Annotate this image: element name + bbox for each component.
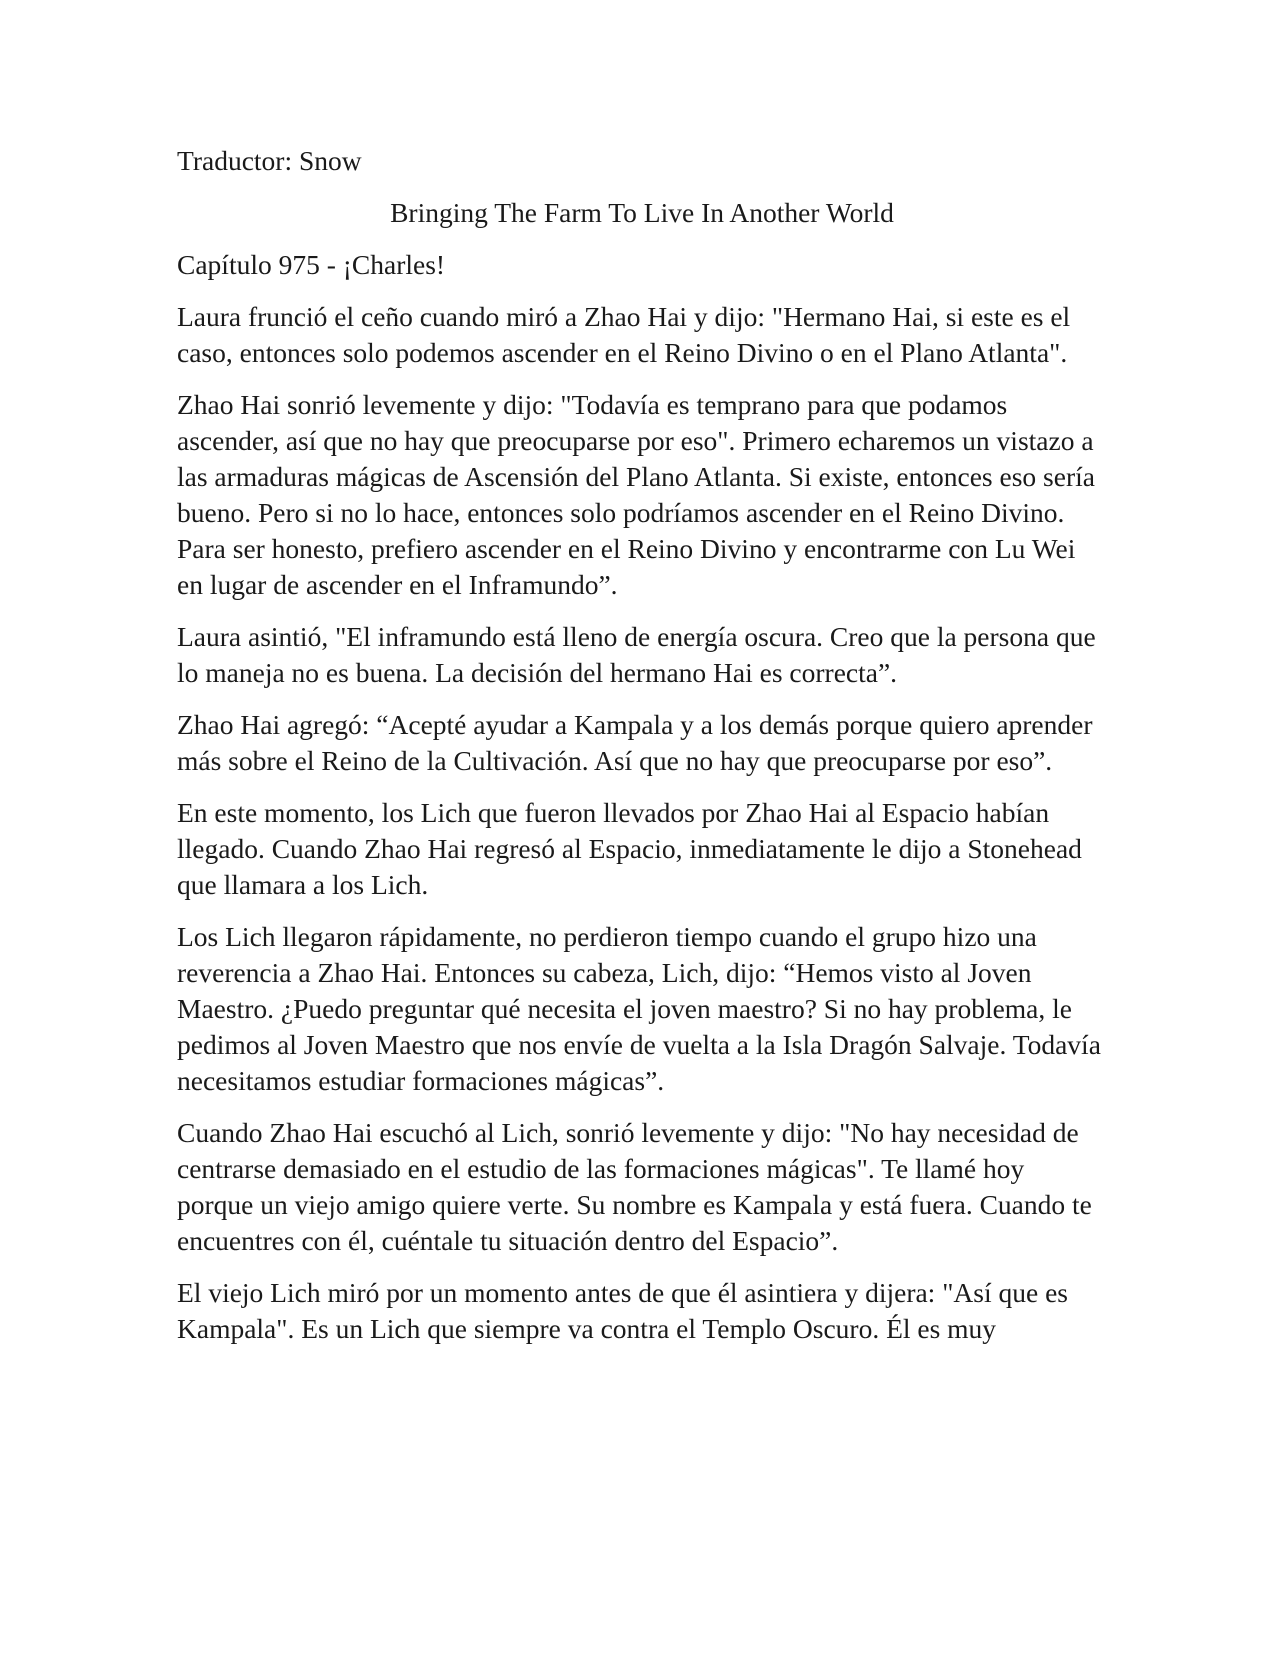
translator-credit: Traductor: Snow (177, 145, 362, 176)
paragraph: En este momento, los Lich que fueron llevados por Zhao Hai al Espacio habían llegado. Cuando Zhao Hai regresó al Espacio, inmediatamente le dijo a Stonehead que llamara a los Lich. (177, 797, 1082, 900)
paragraph: Los Lich llegaron rápidamente, no perdieron tiempo cuando el grupo hizo una reverencia a Zhao Hai. Entonces su cabeza, Lich, dijo: “Hemos visto al Joven Maestro. ¿Puedo preguntar qué necesita el joven maestro? Si no hay problema, le pedimos al Joven Maestro que nos envíe de vuelta a la Isla Dragón Salvaje. Todavía necesitamos estudiar formaciones mágicas”. (177, 921, 1101, 1096)
paragraph: Cuando Zhao Hai escuchó al Lich, sonrió levemente y dijo: "No hay necesidad de centrarse demasiado en el estudio de las formaciones mágicas". Te llamé hoy porque un viejo amigo quiere verte. Su nombre es Kampala y está fuera. Cuando te encuentres con él, cuéntale tu situación dentro del Espacio”. (177, 1117, 1092, 1256)
paragraph: El viejo Lich miró por un momento antes de que él asintiera y dijera: "Así que es Kampala". Es un Lich que siempre va contra el Templo Oscuro. Él es muy (177, 1277, 1068, 1344)
book-title: Bringing The Farm To Live In Another World (390, 197, 894, 228)
document-page (177, 143, 1107, 1363)
paragraph: Laura asintió, "El inframundo está lleno de energía oscura. Creo que la persona que lo maneja no es buena. La decisión del hermano Hai es correcta”. (177, 621, 1096, 688)
chapter-heading: Capítulo 975 - ¡Charles! (177, 249, 446, 280)
paragraph: Laura frunció el ceño cuando miró a Zhao Hai y dijo: "Hermano Hai, si este es el caso, entonces solo podemos ascender en el Reino Divino o en el Plano Atlanta". (177, 301, 1071, 368)
paragraph: Zhao Hai agregó: “Acepté ayudar a Kampala y a los demás porque quiero aprender más sobre el Reino de la Cultivación. Así que no hay que preocuparse por eso”. (177, 709, 1093, 776)
paragraph: Zhao Hai sonrió levemente y dijo: "Todavía es temprano para que podamos ascender, así que no hay que preocuparse por eso". Primero echaremos un vistazo a las armaduras mágicas de Ascensión del Plano Atlanta. Si existe, entonces eso sería bueno. Pero si no lo hace, entonces solo podríamos ascender en el Reino Divino. Para ser honesto, prefiero ascender en el Reino Divino y encontrarme con Lu Wei en lugar de ascender en el Inframundo”. (177, 389, 1095, 600)
